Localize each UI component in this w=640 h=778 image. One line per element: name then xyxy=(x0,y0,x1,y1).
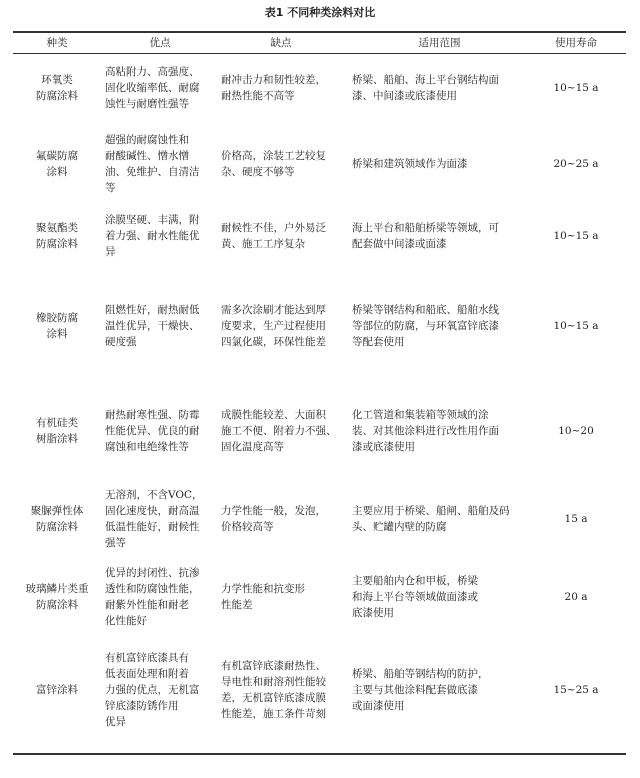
row-scope-line: 化工管道和集装箱等领域的涂 xyxy=(352,409,489,421)
row-life-line: 10~15 a xyxy=(553,82,599,94)
row-life-line: 10~15 a xyxy=(553,320,599,332)
row-cons-line: 导电性和耐溶剂性能较 xyxy=(221,676,326,688)
row-scope-line: 底漆使用 xyxy=(352,607,394,619)
row-type xyxy=(16,682,98,698)
row-cons xyxy=(221,302,341,350)
row-pros-line: 性能优异、优良的耐 xyxy=(105,425,200,437)
row-pros-line: 油、免维护、自清洁 xyxy=(105,166,200,178)
row-life xyxy=(530,318,622,334)
row-type xyxy=(16,503,98,535)
row-scope-line: 主要与其他涂料配套做底漆 xyxy=(352,684,478,696)
row-scope xyxy=(352,666,527,714)
row-life-line: 10~20 xyxy=(558,425,594,437)
table-top-rule xyxy=(13,31,626,33)
row-pros-line: 优异 xyxy=(105,716,126,728)
row-cons-line: 黄、施工工序复杂 xyxy=(221,238,305,250)
row-scope-line: 主要应用于桥梁、船闸、船舶及码 xyxy=(352,505,510,517)
row-pros-line: 固化收缩率低、耐腐 xyxy=(105,82,200,94)
row-type xyxy=(16,148,98,180)
row-cons xyxy=(221,72,341,104)
row-cons-line: 耐热性能不高等 xyxy=(221,90,295,102)
row-life xyxy=(530,228,622,244)
row-scope xyxy=(352,302,527,350)
row-scope-line: 桥梁、船舶、海上平台钢结构面 xyxy=(352,74,499,86)
row-scope xyxy=(352,503,527,535)
row-cons-line: 价格高，涂装工艺较复 xyxy=(221,150,326,162)
row-cons xyxy=(221,503,341,535)
row-pros-line: 耐紫外性能和耐老 xyxy=(105,599,189,611)
row-type-line: 防腐涂料 xyxy=(36,90,78,102)
row-scope xyxy=(352,573,527,621)
row-scope xyxy=(352,156,527,172)
row-type-line: 聚氨酯类 xyxy=(36,222,78,234)
row-pros-line: 蚀性与耐磨性强等 xyxy=(105,98,189,110)
row-pros-line: 力强的优点，无机富 xyxy=(105,684,200,696)
row-type xyxy=(16,310,98,342)
row-type-line: 防腐涂料 xyxy=(36,521,78,533)
row-cons-line: 施工不便、附着力不强、 xyxy=(221,425,337,437)
row-life xyxy=(530,511,622,527)
row-scope xyxy=(352,407,527,455)
table-header-rule xyxy=(13,53,626,54)
row-scope-line: 桥梁等钢结构和船底、船舶水线 xyxy=(352,304,499,316)
row-pros-line: 无溶剂，不含VOC， xyxy=(105,489,203,501)
row-pros-line: 等 xyxy=(105,182,116,194)
row-type-line: 涂料 xyxy=(46,328,68,340)
row-pros-line: 温性优异，干燥快、 xyxy=(105,320,200,332)
header-pros: 优点 xyxy=(149,37,171,49)
row-scope-line: 等部位的防腐，与环氧富锌底漆 xyxy=(352,320,499,332)
row-cons-line: 价格较高等 xyxy=(221,521,274,533)
row-cons-line: 耐候性不佳，户外易泛 xyxy=(221,222,326,234)
row-cons-line: 杂、硬度不够等 xyxy=(221,166,295,178)
row-pros xyxy=(105,650,215,730)
row-life xyxy=(530,156,622,172)
row-pros-line: 耐酸碱性、憎水憎 xyxy=(105,150,189,162)
row-pros-line: 涂膜坚硬、丰满，附 xyxy=(105,214,200,226)
row-type xyxy=(16,72,98,104)
row-life-line: 20~25 a xyxy=(553,158,599,170)
row-type xyxy=(16,415,98,447)
row-life-line: 10~15 a xyxy=(553,230,599,242)
row-scope-line: 配套做中间漆或面漆 xyxy=(352,238,447,250)
header-scope: 适用范围 xyxy=(418,37,461,49)
row-pros-line: 低温性能好，耐候性 xyxy=(105,521,200,533)
row-cons xyxy=(221,658,341,722)
row-pros-line: 透性和防腐蚀性能， xyxy=(105,583,200,595)
row-pros-line: 腐蚀和电绝缘性等 xyxy=(105,441,189,453)
row-scope-line: 或面漆使用 xyxy=(352,700,405,712)
row-pros xyxy=(105,407,215,455)
row-type-line: 涂料 xyxy=(46,166,68,178)
row-scope-line: 等配套使用 xyxy=(352,336,405,348)
row-type-line: 防腐涂料 xyxy=(36,599,78,611)
row-pros-line: 固化速度快，耐高温 xyxy=(105,505,200,517)
row-pros-line: 阻燃性好，耐热耐低 xyxy=(105,304,200,316)
row-type-line: 树脂涂料 xyxy=(36,433,78,445)
row-cons-line: 四氯化碳，环保性能差 xyxy=(221,336,326,348)
row-cons xyxy=(221,220,341,252)
row-type-line: 氟碳防腐 xyxy=(36,150,78,162)
row-pros-line: 着力强、耐水性能优 xyxy=(105,230,200,242)
row-scope-line: 海上平台和船舶桥梁等领域，可 xyxy=(352,222,499,234)
row-pros-line: 低表面处理和附着 xyxy=(105,668,189,680)
row-pros-line: 耐热耐寒性强、防霉 xyxy=(105,409,200,421)
row-life xyxy=(530,80,622,96)
row-scope-line: 桥梁、船舶等钢结构的防护， xyxy=(352,668,489,680)
row-scope-line: 漆、中间漆或底漆使用 xyxy=(352,90,457,102)
row-life xyxy=(530,423,622,439)
row-cons xyxy=(221,148,341,180)
row-pros-line: 强等 xyxy=(105,537,126,549)
row-cons-line: 有机富锌底漆耐热性、 xyxy=(221,660,326,672)
row-cons-line: 成膜性能较差、大面积 xyxy=(221,409,326,421)
row-life xyxy=(530,589,622,605)
row-type-line: 环氧类 xyxy=(41,74,73,86)
row-pros xyxy=(105,302,215,350)
row-type xyxy=(16,220,98,252)
row-pros-line: 高粘附力、高强度、 xyxy=(105,66,200,78)
row-scope-line: 头、贮罐内壁的防腐 xyxy=(352,521,447,533)
row-scope-line: 漆或底漆使用 xyxy=(352,441,415,453)
row-pros xyxy=(105,212,215,260)
row-pros xyxy=(105,487,215,551)
row-pros-line: 硬度强 xyxy=(105,336,137,348)
row-pros xyxy=(105,132,215,196)
row-type-line: 有机硅类 xyxy=(36,417,78,429)
row-cons-line: 耐冲击力和韧性较差， xyxy=(221,74,326,86)
row-cons-line: 力学性能和抗变形 xyxy=(221,583,305,595)
row-scope xyxy=(352,72,527,104)
table-caption: 表1 不同种类涂料对比 xyxy=(264,6,376,19)
header-type: 种类 xyxy=(46,37,68,49)
row-scope xyxy=(352,220,527,252)
table-bottom-rule xyxy=(13,753,626,755)
row-life-line: 20 a xyxy=(564,591,588,603)
row-scope-line: 主要船舶内仓和甲板，桥梁 xyxy=(352,575,478,587)
row-pros-line: 优异的封闭性、抗渗 xyxy=(105,567,200,579)
row-pros-line: 化性能好 xyxy=(105,615,147,627)
row-cons xyxy=(221,407,341,455)
row-cons-line: 性能差 xyxy=(221,599,253,611)
row-life-line: 15~25 a xyxy=(553,684,599,696)
header-life: 使用寿命 xyxy=(555,37,597,49)
row-cons-line: 需多次涂刷才能达到厚 xyxy=(221,304,326,316)
row-cons xyxy=(221,581,341,613)
row-cons-line: 度要求，生产过程使用 xyxy=(221,320,326,332)
row-cons-line: 性能差，施工条件苛刻 xyxy=(221,708,326,720)
row-pros xyxy=(105,565,215,629)
row-pros-line: 超强的耐腐蚀性和 xyxy=(105,134,189,146)
row-type xyxy=(16,581,98,613)
header-cons: 缺点 xyxy=(270,37,292,49)
row-type-line: 防腐涂料 xyxy=(36,238,78,250)
row-pros-line: 有机富锌底漆具有 xyxy=(105,652,189,664)
row-pros-line: 锌底漆防锈作用 xyxy=(105,700,179,712)
row-type-line: 玻璃鳞片类重 xyxy=(25,583,89,595)
row-scope-line: 装、对其他涂料进行改性用作面 xyxy=(352,425,499,437)
row-type-line: 橡胶防腐 xyxy=(36,312,78,324)
row-type-line: 聚脲弹性体 xyxy=(30,505,84,517)
row-scope-line: 和海上平台等领域做面漆或 xyxy=(352,591,478,603)
row-cons-line: 固化温度高等 xyxy=(221,441,284,453)
row-life-line: 15 a xyxy=(564,513,588,525)
row-pros-line: 异 xyxy=(105,246,116,258)
row-pros xyxy=(105,64,215,112)
row-scope-line: 桥梁和建筑领域作为面漆 xyxy=(352,158,468,170)
row-cons-line: 差，无机富锌底漆成膜 xyxy=(221,692,326,704)
row-life xyxy=(530,682,622,698)
row-type-line: 富锌涂料 xyxy=(36,684,78,696)
row-cons-line: 力学性能一般，发泡， xyxy=(221,505,326,517)
